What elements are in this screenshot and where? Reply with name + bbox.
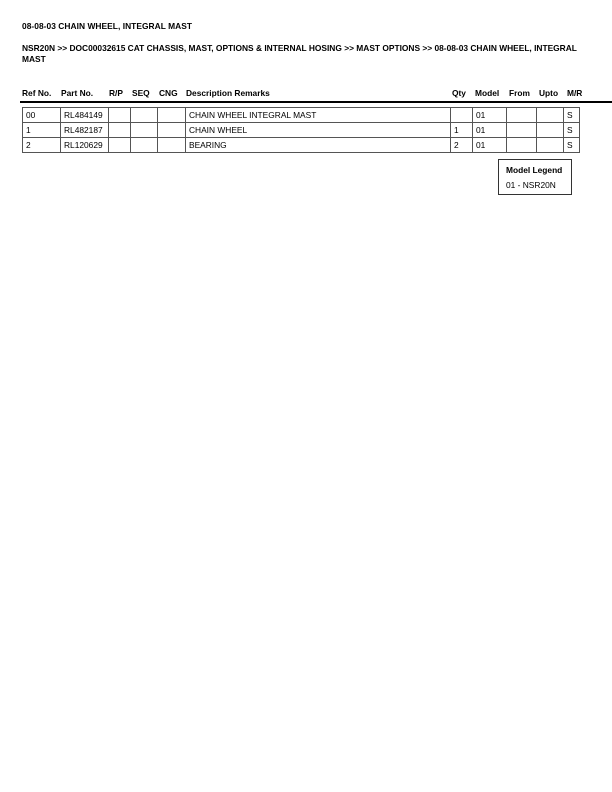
cell-upto: [537, 138, 564, 153]
cell-ref-no: 1: [23, 123, 61, 138]
header-ref-no: Ref No.: [22, 88, 52, 98]
cell-ref-no: 2: [23, 138, 61, 153]
cell-ref-no: 00: [23, 108, 61, 123]
legend-title: Model Legend: [506, 165, 563, 175]
cell-seq: [131, 123, 158, 138]
table-row: [23, 138, 580, 153]
cell-part-no: RL120629: [61, 138, 109, 153]
cell-from: [507, 108, 537, 123]
cell-model: 01: [473, 108, 507, 123]
cell-rp: [109, 123, 131, 138]
header-upto: Upto: [539, 88, 559, 98]
cell-mr: S: [564, 108, 580, 123]
breadcrumb: NSR20N >> DOC00032615 CAT CHASSIS, MAST, OPTIONS & INTERNAL HOSING >> MAST OPTIONS >> 08-08-03 CHAIN WHEEL, INTEGRAL MAST: [22, 43, 577, 64]
parts-table: [22, 107, 580, 153]
header-divider: [20, 101, 612, 103]
cell-mr: S: [564, 138, 580, 153]
table-row: [23, 123, 580, 138]
header-mr: M/R: [567, 88, 583, 98]
table-header-row: [0, 87, 612, 101]
cell-cng: [158, 108, 186, 123]
cell-model: 01: [473, 123, 507, 138]
cell-description: CHAIN WHEEL INTEGRAL MAST: [186, 108, 451, 123]
header-cng: CNG: [159, 88, 178, 98]
cell-model: 01: [473, 138, 507, 153]
header-rp: R/P: [109, 88, 123, 98]
legend-entry: 01 - NSR20N: [506, 180, 556, 190]
cell-upto: [537, 108, 564, 123]
table-row: [23, 108, 580, 123]
cell-description: CHAIN WHEEL: [186, 123, 451, 138]
cell-rp: [109, 138, 131, 153]
cell-cng: [158, 138, 186, 153]
cell-upto: [537, 123, 564, 138]
cell-qty: 2: [451, 138, 473, 153]
model-legend: [498, 159, 572, 195]
cell-rp: [109, 108, 131, 123]
cell-part-no: RL484149: [61, 108, 109, 123]
page-title: 08-08-03 CHAIN WHEEL, INTEGRAL MAST: [22, 21, 193, 31]
header-seq: SEQ: [132, 88, 150, 98]
cell-seq: [131, 138, 158, 153]
cell-description: BEARING: [186, 138, 451, 153]
header-from: From: [509, 88, 530, 98]
header-description: Description Remarks: [186, 88, 270, 98]
header-part-no: Part No.: [61, 88, 94, 98]
cell-qty: 1: [451, 123, 473, 138]
cell-mr: S: [564, 123, 580, 138]
cell-seq: [131, 108, 158, 123]
cell-from: [507, 123, 537, 138]
header-qty: Qty: [452, 88, 466, 98]
cell-part-no: RL482187: [61, 123, 109, 138]
cell-from: [507, 138, 537, 153]
cell-cng: [158, 123, 186, 138]
cell-qty: [451, 108, 473, 123]
header-model: Model: [475, 88, 500, 98]
